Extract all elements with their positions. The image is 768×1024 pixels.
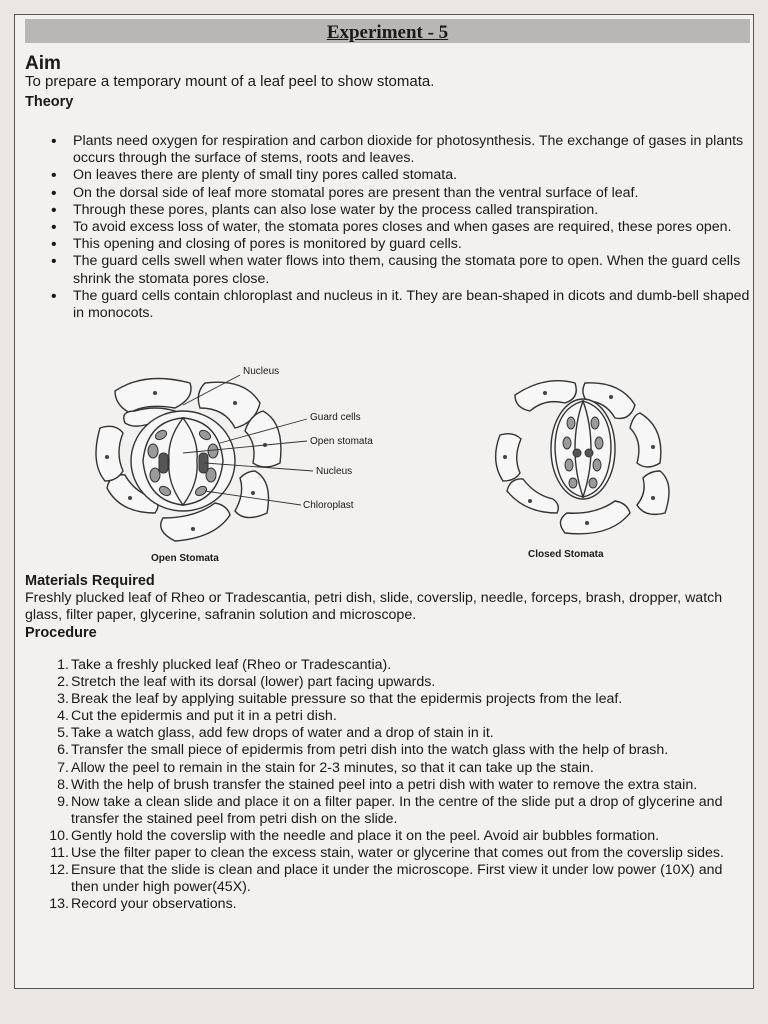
step-text: Allow the peel to remain in the stain for 2-3 minutes, so that it can take up the stain. <box>71 759 594 776</box>
step-text: With the help of brush transfer the stained peel into a petri dish with water to remove the extra stain. <box>71 776 698 793</box>
step-text: Use the filter paper to clean the excess stain, water or glycerine that comes out from the coverslip sides. <box>71 845 724 862</box>
stomata-diagram <box>75 353 715 563</box>
page-title: Experiment - 5 <box>326 22 449 43</box>
aim-text: To prepare a temporary mount of a leaf peel to show stomata. <box>25 73 435 90</box>
step-number: 7. <box>57 759 69 776</box>
label-guard-cells: Guard cells <box>310 412 361 423</box>
materials-heading: Materials Required <box>25 573 155 589</box>
procedure-heading: Procedure <box>25 625 97 641</box>
step-number: 3. <box>57 691 69 708</box>
step-number: 12. <box>49 862 69 879</box>
theory-bullet: • This opening and closing of pores is monitored by guard cells. <box>51 236 751 253</box>
step-text: Stretch the leaf with its dorsal (lower) part facing upwards. <box>71 674 436 691</box>
procedure-step <box>43 828 743 845</box>
procedure-step <box>43 760 743 777</box>
procedure-step <box>43 777 743 794</box>
procedure-step <box>43 845 743 862</box>
procedure-step <box>43 742 743 759</box>
closed-stomata-drawing <box>496 381 669 534</box>
open-stomata-drawing <box>96 379 281 542</box>
theory-bullet: • To avoid excess loss of water, the stomata pores closes and when gases are required, these pores open. <box>51 219 751 236</box>
theory-bullet: • The guard cells contain chloroplast and nucleus in it. They are bean-shaped in dicots and dumb-bell shaped in monocots. <box>51 288 751 322</box>
stomata-figure <box>75 353 715 563</box>
step-text: Break the leaf by applying suitable pressure so that the epidermis projects from the leaf. <box>71 691 623 708</box>
step-number: 13. <box>49 896 69 913</box>
title-bar <box>25 19 750 43</box>
procedure-step <box>43 794 743 828</box>
label-nucleus-top: Nucleus <box>243 366 280 377</box>
step-number: 8. <box>57 776 69 793</box>
procedure-step <box>43 691 743 708</box>
step-text: Cut the epidermis and put it in a petri dish. <box>71 708 337 725</box>
step-number: 6. <box>57 742 69 759</box>
procedure-step <box>43 862 743 896</box>
step-number: 2. <box>57 674 69 691</box>
step-number: 11. <box>50 845 69 862</box>
step-number: 5. <box>57 725 69 742</box>
theory-bullet: • On the dorsal side of leaf more stomatal pores are present than the ventral surface of leaf. <box>51 185 751 202</box>
procedure-step <box>43 657 743 674</box>
aim-heading: Aim <box>25 53 61 74</box>
document-page <box>14 14 754 989</box>
label-open-stomata: Open stomata <box>310 436 373 447</box>
step-number: 10. <box>49 827 69 844</box>
theory-bullet: • Through these pores, plants can also lose water by the process called transpiration. <box>51 202 751 219</box>
materials-text: Freshly plucked leaf of Rheo or Tradescantia, petri dish, slide, coverslip, needle, forceps, brash, dropper, watch glass, filter paper, glycerine, safranin solution and microscope. <box>25 590 723 623</box>
step-text: Transfer the small piece of epidermis from petri dish into the watch glass with the help of brash. <box>71 742 669 759</box>
procedure-step <box>43 708 743 725</box>
procedure-step <box>43 896 743 913</box>
step-text: Take a watch glass, add few drops of water and a drop of stain in it. <box>71 725 494 742</box>
label-nucleus: Nucleus <box>316 466 353 477</box>
step-text: Record your observations. <box>71 896 237 913</box>
step-number: 9. <box>57 793 69 810</box>
step-number: 1. <box>57 657 69 673</box>
theory-bullet: • On leaves there are plenty of small tiny pores called stomata. <box>51 167 751 184</box>
step-text: Gently hold the coverslip with the needle and place it on the peel. Avoid air bubbles formation. <box>71 827 660 844</box>
step-text: Take a freshly plucked leaf (Rheo or Tradescantia). <box>71 657 392 673</box>
caption-closed-stomata: Closed Stomata <box>528 549 604 560</box>
procedure-step <box>43 725 743 742</box>
procedure-step-list <box>43 657 743 913</box>
step-text: Ensure that the slide is clean and place it under the microscope. First view it under low power (10X) and then under high power(45X). <box>71 862 723 896</box>
theory-heading: Theory <box>25 94 74 110</box>
theory-bullet: • Plants need oxygen for respiration and carbon dioxide for photosynthesis. The exchange of gases in plants occurs through the surface of stems, roots and leaves. <box>51 133 751 167</box>
theory-bullet: • The guard cells swell when water flows into them, causing the stomata pore to open. When the guard cells shrink the stomata pores close. <box>51 253 751 287</box>
procedure-step <box>43 674 743 691</box>
step-number: 4. <box>57 708 69 725</box>
caption-open-stomata: Open Stomata <box>151 553 219 564</box>
label-chloroplast: Chloroplast <box>303 500 354 511</box>
theory-bullet-list <box>51 133 751 322</box>
step-text: Now take a clean slide and place it on a filter paper. In the centre of the slide put a drop of glycerine and transfer the stained peel from petri dish on the slide. <box>71 793 723 827</box>
